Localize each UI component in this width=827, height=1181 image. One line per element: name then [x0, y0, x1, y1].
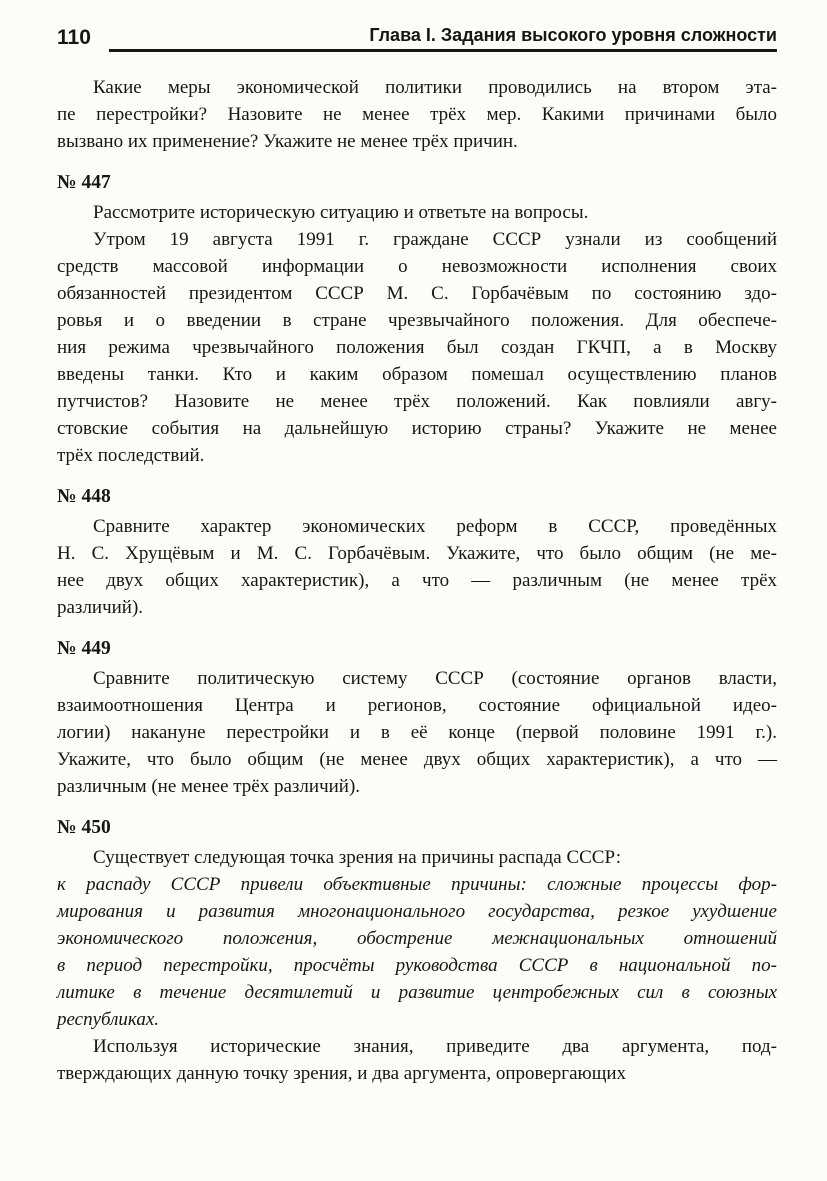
- text-line: введены танки. Кто и каким образом помешал осуществлению планов: [57, 364, 777, 385]
- text-line: к распаду СССР привели объективные причины: сложные процессы фор-: [57, 874, 777, 895]
- text-line: нее двух общих характеристик), а что — различным (не менее трёх: [57, 570, 777, 591]
- task-450-paragraph-1: [57, 844, 777, 871]
- text-line: Существует следующая точка зрения на причины распада СССР:: [93, 847, 622, 868]
- text-line: вызвано их применение? Укажите не менее трёх причин.: [57, 131, 518, 152]
- text-line: ровья и о введении в стране чрезвычайного положения. Для обеспече-: [57, 310, 777, 331]
- chapter-title: Глава I. Задания высокого уровня сложности: [369, 25, 777, 45]
- task-447-paragraph-2: [57, 226, 777, 469]
- intro-paragraph: [57, 74, 777, 155]
- task-number-449: № 449: [57, 638, 111, 659]
- text-line: Сравните политическую систему СССР (состояние органов власти,: [93, 668, 777, 689]
- task-number-448: № 448: [57, 486, 111, 507]
- text-line: Сравните характер экономических реформ в СССР, проведённых: [93, 516, 777, 537]
- task-number-447: № 447: [57, 172, 111, 193]
- text-line: логии) накануне перестройки и в её конце (первой половине 1991 г.).: [57, 722, 777, 743]
- text-line: Какие меры экономической политики проводились на втором эта-: [93, 77, 777, 98]
- text-line: мирования и развития многонационального государства, резкое ухудшение: [57, 901, 777, 922]
- text-line: Укажите, что было общим (не менее двух общих характеристик), а что —: [57, 749, 777, 770]
- task-450: [57, 814, 777, 1087]
- text-line: литике в течение десятилетий и развитие центробежных сил в союзных: [57, 982, 777, 1003]
- task-448: [57, 483, 777, 621]
- text-line: Утром 19 августа 1991 г. граждане СССР узнали из сообщений: [93, 229, 777, 250]
- task-449-paragraph-1: [57, 665, 777, 800]
- text-line: экономического положения, обострение межнациональных отношений: [57, 928, 777, 949]
- text-line: пе перестройки? Назовите не менее трёх мер. Какими причинами было: [57, 104, 777, 125]
- task-447: [57, 169, 777, 469]
- text-line: тверждающих данную точку зрения, и два аргумента, опровергающих: [57, 1063, 627, 1084]
- text-line: стовские события на дальнейшую историю страны? Укажите не менее: [57, 418, 777, 439]
- text-line: обязанностей президентом СССР М. С. Горбачёвым по состоянию здо-: [57, 283, 777, 304]
- page-header: [57, 26, 777, 52]
- text-line: трёх последствий.: [57, 445, 205, 466]
- text-line: взаимоотношения Центра и регионов, состояние официальной идео-: [57, 695, 777, 716]
- text-line: Используя исторические знания, приведите два аргумента, под-: [93, 1036, 777, 1057]
- header-rule: [109, 26, 777, 52]
- text-line: средств массовой информации о невозможности исполнения своих: [57, 256, 777, 277]
- page-number: 110: [57, 26, 91, 49]
- text-line: Н. С. Хрущёвым и М. С. Горбачёвым. Укажите, что было общим (не ме-: [57, 543, 777, 564]
- text-line: различий).: [57, 597, 144, 618]
- text-line: путчистов? Назовите не менее трёх положений. Как повлияли авгу-: [57, 391, 777, 412]
- text-line: в период перестройки, просчёты руководства СССР в национальной по-: [57, 955, 777, 976]
- text-line: различным (не менее трёх различий).: [57, 776, 361, 797]
- task-448-paragraph-1: [57, 513, 777, 621]
- task-447-paragraph-1: [57, 199, 777, 226]
- text-line: Рассмотрите историческую ситуацию и ответьте на вопросы.: [93, 202, 589, 223]
- task-number-450: № 450: [57, 817, 111, 838]
- text-line: республиках.: [57, 1009, 160, 1030]
- task-450-paragraph-3: [57, 1033, 777, 1087]
- text-line: ния режима чрезвычайного положения был создан ГКЧП, а в Москву: [57, 337, 777, 358]
- task-450-quoted-viewpoint: [57, 871, 777, 1033]
- task-449: [57, 635, 777, 800]
